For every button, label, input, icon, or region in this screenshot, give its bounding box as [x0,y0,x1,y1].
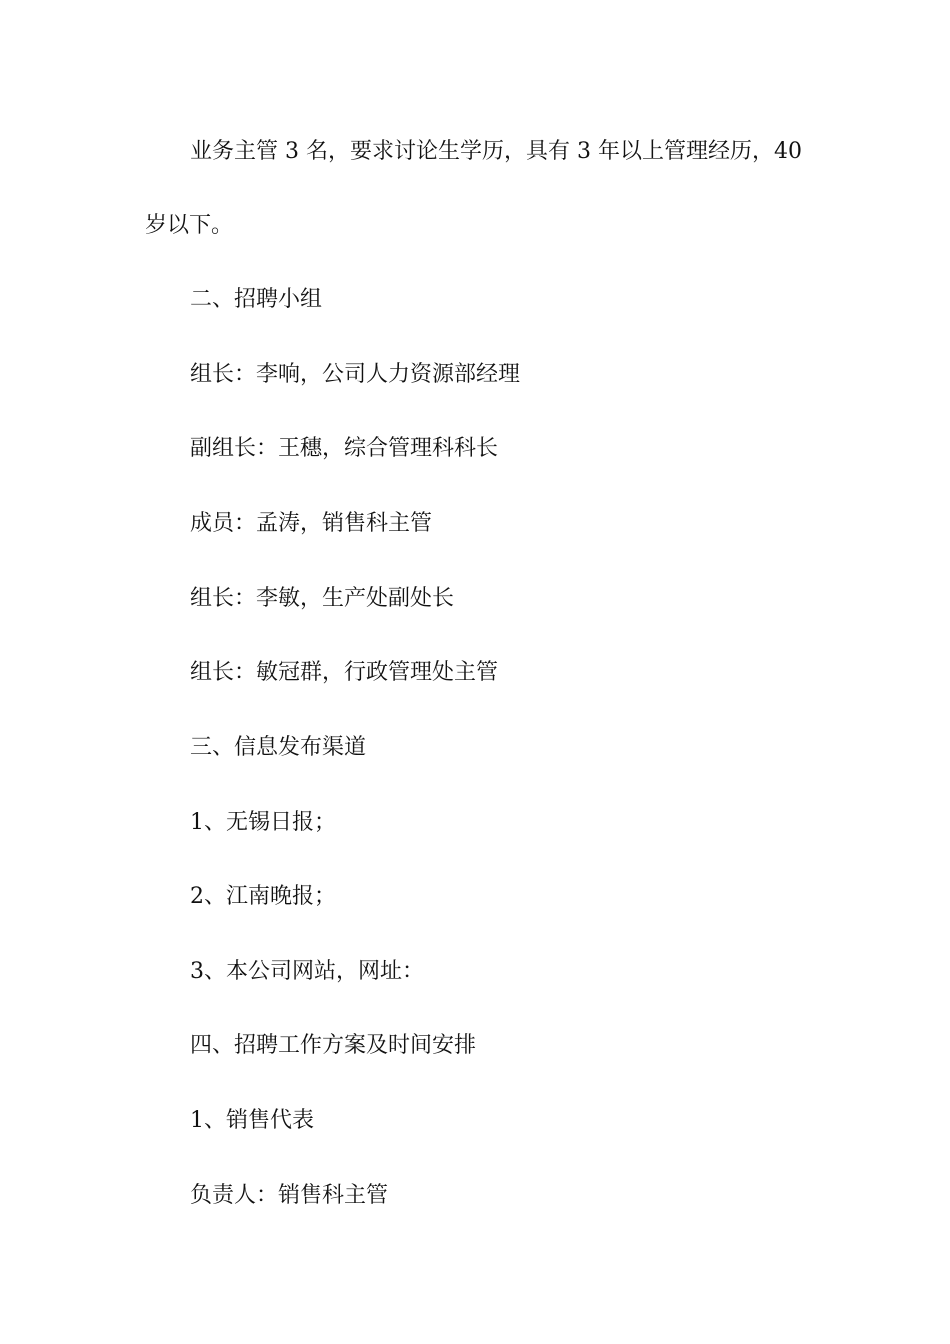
paragraph-line: 业务主管 3 名，要求讨论生学历，具有 3 年以上管理经历，40 [190,139,802,164]
section-heading: 三、信息发布渠道 [190,735,367,760]
paragraph-line: 岁以下。 [145,213,234,238]
list-item: 1、销售代表 [190,1108,314,1133]
section-heading: 二、招聘小组 [190,287,323,312]
paragraph-line: 组长：李响，公司人力资源部经理 [190,362,521,387]
paragraph-line: 组长：李敏，生产处副处长 [190,586,455,611]
list-item: 2、江南晚报； [190,884,336,909]
section-heading: 四、招聘工作方案及时间安排 [190,1033,477,1058]
list-item: 3、本公司网站，网址： [190,959,424,984]
list-item: 1、无锡日报； [190,810,336,835]
paragraph-line: 成员：孟涛，销售科主管 [190,511,433,536]
paragraph-line: 副组长：王穗，综合管理科科长 [190,436,499,461]
paragraph-line: 负责人：销售科主管 [190,1183,389,1208]
paragraph-line: 组长：敏冠群，行政管理处主管 [190,660,499,685]
